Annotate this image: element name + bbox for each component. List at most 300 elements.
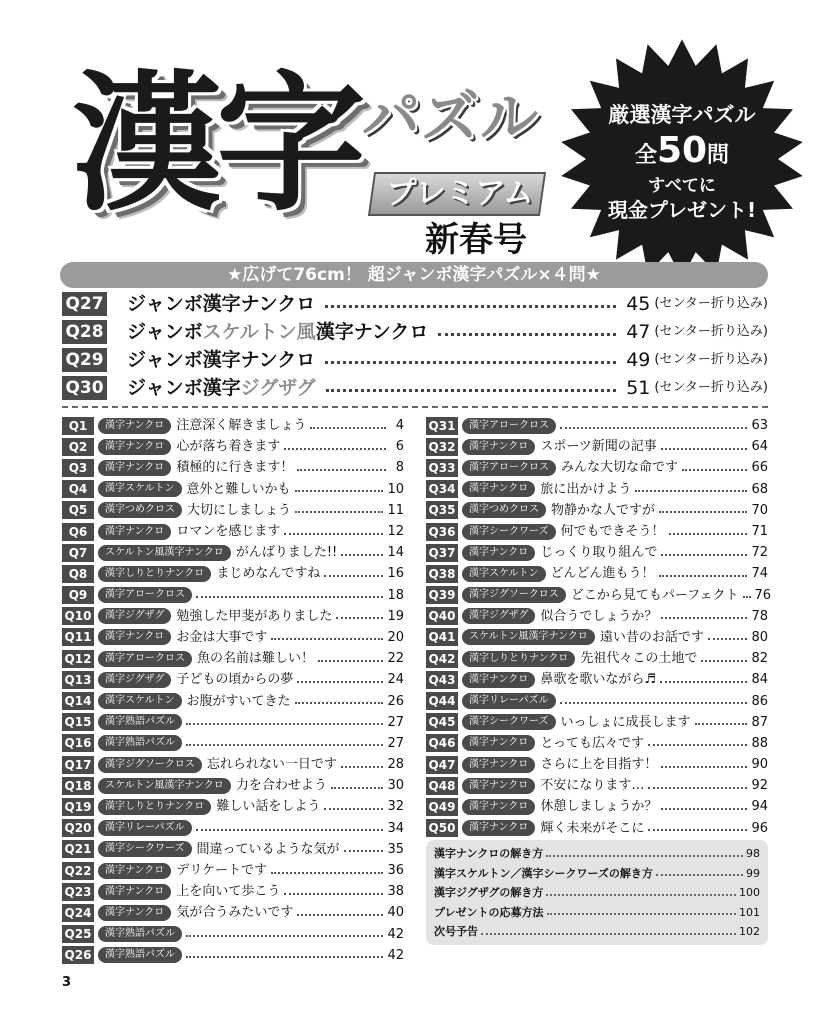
question-number: Q25 [62,925,94,943]
question-number: Q16 [62,734,94,752]
puzzle-type-tag: 漢字熟語パズル [98,947,182,963]
contents-row[interactable] [62,606,404,627]
contents-row[interactable] [62,818,404,839]
page-ref: 66 [751,460,768,476]
question-number: Q21 [62,840,94,858]
dot-leader [701,660,747,662]
puzzle-title: どこから見てもパーフェクト [570,587,739,603]
puzzle-title: 大切にしましょう [187,502,292,518]
puzzle-title: いっしょに成長します [560,714,691,730]
page-ref: 35 [387,841,404,857]
question-number: Q38 [426,565,458,583]
contents-row[interactable] [62,521,404,542]
dot-leader [186,935,383,937]
page-ref: 38 [387,884,404,900]
puzzle-type-tag: 漢字リレーパズル [462,693,556,709]
question-number: Q26 [62,946,94,964]
contents-row[interactable] [62,733,404,754]
page-ref: 76 [754,587,772,603]
puzzle-title: 似合うでしょうか？ [540,608,658,624]
contents-left [62,415,404,966]
puzzle-type-tag: 漢字ナンクロ [98,418,171,434]
contents-row[interactable] [62,415,404,436]
puzzle-type-tag: 漢字ナンクロ [98,439,171,455]
puzzle-type-tag: 漢字しりとりナンクロ [462,651,575,667]
dot-leader [186,723,383,725]
dot-leader [325,305,616,308]
question-number: Q45 [426,713,458,731]
contents-row[interactable] [62,945,404,966]
puzzle-title: まじめなんですね [216,566,321,582]
page-ref: 94 [751,799,768,815]
dot-leader [661,554,747,556]
puzzle-title: 気が合うみたいです [176,905,294,921]
contents-row[interactable] [62,775,404,796]
page-ref: 49 [626,349,651,371]
dot-leader [326,389,617,392]
question-number: Q23 [62,883,94,901]
puzzle-title: どんどん進もう！ [550,566,655,582]
puzzle-type-tag: 漢字ジグザグ [98,672,171,688]
contents-row[interactable] [62,479,404,500]
puzzle-title: 物静かな人ですが [551,502,656,518]
burst-line-4: 現金プレゼント! [607,198,757,222]
puzzle-type-tag: 漢字ナンクロ [462,820,535,836]
page-ref: 27 [387,735,404,751]
dot-leader [324,808,383,810]
feature-title-accent: ジグザグ [240,377,316,399]
puzzle-title: お金は大事です [176,629,268,645]
dot-leader [324,575,383,577]
page-ref: 27 [387,714,404,730]
contents-row[interactable] [426,436,768,457]
feature-title-accent: スケルトン風 [202,321,316,343]
dot-leader [295,490,384,492]
feature-list [62,290,768,402]
page-note: (センター折り込み) [654,296,768,311]
dot-leader [547,913,736,915]
howto-row[interactable] [434,864,760,884]
contents-row[interactable] [426,648,768,669]
puzzle-title: ロマンを感じます [176,524,281,540]
question-number: Q6 [62,523,94,541]
page-ref: 98 [746,847,760,861]
dot-leader [310,427,386,429]
dot-leader [438,333,616,336]
puzzle-type-tag: 漢字ナンクロ [98,524,171,540]
dot-leader [295,511,383,513]
contents-row[interactable] [426,669,768,690]
contents-row[interactable] [62,542,404,563]
puzzle-type-tag: 漢字ナンクロ [462,672,535,688]
contents-row[interactable] [62,754,404,775]
question-number: Q10 [62,607,94,625]
contents-row[interactable] [426,627,768,648]
dot-leader [682,469,747,471]
page-ref: 36 [387,863,404,879]
contents-row[interactable] [62,881,404,902]
page-ref: 16 [387,566,404,582]
page-ref: 24 [387,672,404,688]
howto-title: 次号予告 [434,925,478,939]
page-ref: 4 [395,418,404,434]
question-number: Q13 [62,671,94,689]
page-ref: 101 [739,905,760,919]
puzzle-title: とっても広々です [540,735,645,751]
dot-leader [669,533,748,535]
question-number: Q4 [62,480,94,498]
puzzle-type-tag: 漢字ナンクロ [462,439,535,455]
puzzle-title: 魚の名前は難しい！ [197,651,315,667]
puzzle-type-tag: 漢字ジグソークロス [98,757,202,773]
feature-row[interactable] [62,290,768,318]
puzzle-type-tag: 漢字ナンクロ [462,481,535,497]
dot-leader [695,723,748,725]
dot-leader [659,575,748,577]
feature-title-main: ジャンボ漢字 [127,377,241,399]
issue-label: 新春号 [425,220,527,260]
contents-row[interactable] [426,712,768,733]
feature-title-main: ジャンボ漢字ナンクロ [127,293,316,315]
logo-kanji: 漢字 [72,58,361,232]
contents-row[interactable] [426,563,768,584]
feature-title-main: ジャンボ [127,321,203,343]
puzzle-title: 輝く未来がそこに [540,820,645,836]
dot-leader [659,511,747,513]
dot-leader [743,596,751,598]
question-number: Q39 [426,586,458,604]
question-number: Q28 [62,320,107,344]
page-ref: 51 [626,377,651,399]
dot-leader [297,914,383,916]
question-number: Q3 [62,459,94,477]
dot-leader [708,638,748,640]
page-ref: 19 [387,608,404,624]
contents-row[interactable] [62,500,404,521]
puzzle-type-tag: 漢字つめクロス [98,502,182,518]
page-ref: 84 [751,672,768,688]
puzzle-type-tag: 漢字アロークロス [462,460,556,476]
feature-row[interactable] [62,374,768,402]
puzzle-type-tag: 漢字シークワーズ [462,524,556,540]
question-number: Q18 [62,777,94,795]
puzzle-type-tag: 漢字ナンクロ [98,905,171,921]
page-ref: 26 [387,693,404,709]
contents-row[interactable] [62,627,404,648]
dot-leader [186,744,383,746]
page-note: (センター折り込み) [654,324,768,339]
puzzle-type-tag: 漢字ナンクロ [98,460,171,476]
puzzle-title: 注意深く解きましょう [176,418,307,434]
howto-row[interactable] [434,883,760,903]
page-ref: 14 [387,545,404,561]
question-number: Q1 [62,417,94,435]
question-number: Q49 [426,798,458,816]
puzzle-type-tag: 漢字シークワーズ [462,714,556,730]
question-number: Q5 [62,501,94,519]
puzzle-title: がんばりました!! [235,545,338,561]
puzzle-type-tag: 漢字ジグザグ [98,608,171,624]
contents-row[interactable] [62,457,404,478]
puzzle-type-tag: 漢字ナンクロ [462,545,535,561]
puzzle-type-tag: 漢字アロークロス [462,418,556,434]
question-number: Q42 [426,650,458,668]
howto-title: 漢字ジグザグの解き方 [434,886,544,900]
question-number: Q29 [62,348,107,372]
dot-leader [344,850,384,852]
page-ref: 47 [626,321,651,343]
dot-leader [341,554,383,556]
contents-row[interactable] [426,754,768,775]
dot-leader [546,894,736,896]
puzzle-title: 勉強した甲斐がありました [176,608,333,624]
question-number: Q9 [62,586,94,604]
puzzle-type-tag: 漢字熟語パズル [98,735,182,751]
puzzle-type-tag: 漢字ナンクロ [462,735,535,751]
puzzle-title: じっくり取り組んで [540,545,658,561]
logo-puzzle: パズル [362,83,540,151]
dot-leader [656,874,743,876]
contents-row[interactable] [62,712,404,733]
jumbo-banner: ★広げて76cm！ 超ジャンボ漢字パズル×４問★ [60,262,768,288]
page-ref: 8 [395,460,404,476]
puzzle-type-tag: 漢字ジグソークロス [462,587,566,603]
question-number: Q46 [426,734,458,752]
dot-leader [196,596,383,598]
dot-leader [284,533,383,535]
dot-leader [546,855,743,857]
dot-leader [341,766,384,768]
puzzle-type-tag: 漢字しりとりナンクロ [98,799,211,815]
puzzle-type-tag: 漢字ナンクロ [98,629,171,645]
puzzle-type-tag: 漢字スケルトン [98,481,182,497]
feature-title [127,318,428,346]
page-ref: 11 [387,502,404,518]
puzzle-title: 子どもの頃からの夢 [176,672,294,688]
page-ref: 86 [751,693,768,709]
page-ref: 78 [751,608,768,624]
page-ref: 68 [751,481,768,497]
page-ref: 100 [739,886,760,900]
question-number: Q12 [62,650,94,668]
dot-leader [560,702,748,704]
puzzle-title: 何でもできそう！ [560,524,665,540]
page-ref: 70 [751,502,768,518]
contents-row[interactable] [62,860,404,881]
puzzle-type-tag: 漢字熟語パズル [98,926,182,942]
dot-leader [661,808,747,810]
dot-leader [186,956,383,958]
question-number: Q24 [62,904,94,922]
dot-leader [560,427,747,429]
dot-leader [284,893,383,895]
page-ref: 82 [751,651,768,667]
dot-leader [481,933,736,935]
dot-leader [297,681,383,683]
puzzle-type-tag: 漢字スケルトン [462,566,546,582]
question-number: Q40 [426,607,458,625]
feature-title-main: ジャンボ漢字ナンクロ [127,349,316,371]
puzzle-type-tag: 漢字アロークロス [98,587,192,603]
question-number: Q43 [426,671,458,689]
contents-row[interactable] [426,521,768,542]
contents-row[interactable] [426,479,768,500]
puzzle-type-tag: 漢字ナンクロ [98,863,171,879]
page-ref: 99 [746,866,760,880]
contents-row[interactable] [62,902,404,923]
contents-row[interactable] [62,796,404,817]
contents-row[interactable] [426,585,772,606]
burst-line-1: 厳選漢字パズル [608,103,756,127]
puzzle-title: 旅に出かけよう [540,481,632,497]
question-number: Q31 [426,417,458,435]
puzzle-title: 難しい話をしよう [216,799,321,815]
puzzle-title: 遠い昔のお話です [599,629,704,645]
puzzle-type-tag: 漢字しりとりナンクロ [98,566,211,582]
contents-row[interactable] [426,690,768,711]
dot-leader [660,681,747,683]
question-number: Q17 [62,756,94,774]
question-number: Q7 [62,544,94,562]
page-ref: 22 [387,651,404,667]
page-ref: 71 [751,524,768,540]
dot-leader [648,744,747,746]
contents-row[interactable] [62,436,404,457]
page-ref: 6 [395,439,404,455]
page-ref: 20 [387,629,404,645]
page-ref: 28 [387,757,404,773]
howto-row[interactable] [434,903,760,923]
page-ref: 12 [387,524,404,540]
contents-row[interactable] [426,457,768,478]
feature-row[interactable] [62,318,768,346]
feature-title [127,346,315,374]
dot-leader [284,448,386,450]
contents-right [426,415,772,839]
question-number: Q33 [426,459,458,477]
contents-row[interactable] [426,818,768,839]
page-ref: 42 [387,947,404,963]
page-ref: 96 [751,820,768,836]
dot-leader [196,829,384,831]
dot-leader [271,872,383,874]
question-number: Q34 [426,480,458,498]
contents-row[interactable] [426,733,768,754]
question-number: Q22 [62,862,94,880]
puzzle-title: 間違っているような気が [196,841,340,857]
puzzle-type-tag: 漢字アロークロス [98,651,192,667]
page-ref: 72 [751,545,768,561]
question-number: Q2 [62,438,94,456]
puzzle-type-tag: 漢字ナンクロ [462,757,535,773]
contents-row[interactable] [62,924,404,945]
dot-leader [648,787,747,789]
dot-leader [271,638,383,640]
puzzle-title: スポーツ新聞の記事 [540,439,657,455]
contents-row[interactable] [426,775,768,796]
contents-row[interactable] [62,669,404,690]
page-ref: 34 [387,820,404,836]
puzzle-title: 忘れられない一日です [206,757,337,773]
burst-line-2: 全50問 [634,130,730,171]
puzzle-title: 心が落ち着きます [176,439,281,455]
dot-leader [297,469,386,471]
puzzle-title: 意外と難しいかも [186,481,291,497]
section-divider [62,406,768,408]
page-ref: 102 [739,925,760,939]
page-ref: 64 [751,439,768,455]
contents-row[interactable] [62,585,404,606]
question-number: Q32 [426,438,458,456]
dot-leader [648,829,747,831]
contents-row[interactable] [426,796,768,817]
question-number: Q30 [62,376,107,400]
puzzle-title: さらに上を目指す！ [540,757,658,773]
burst-text [560,98,804,223]
feature-row[interactable] [62,346,768,374]
puzzle-title: 力を合わせよう [235,778,327,794]
howto-box [426,840,768,945]
contents-row[interactable] [62,690,404,711]
burst-line-3: すべてに [648,176,716,196]
howto-row[interactable] [434,844,760,864]
puzzle-type-tag: スケルトン風漢字ナンクロ [98,545,231,561]
puzzle-title: みんな大切な命です [561,460,679,476]
dot-leader [661,617,747,619]
page-ref: 32 [387,799,404,815]
dot-leader [661,448,748,450]
page-ref: 45 [626,293,651,315]
page-number: 3 [62,975,72,990]
puzzle-type-tag: 漢字ジグザグ [462,608,535,624]
contents-row[interactable] [426,415,768,436]
page-ref: 74 [751,566,768,582]
howto-row[interactable] [434,922,760,942]
page-ref: 40 [387,905,404,921]
question-number: Q44 [426,692,458,710]
contents-row[interactable] [426,542,768,563]
logo-premium: プレミアム [386,176,534,211]
dot-leader [635,490,747,492]
dot-leader [661,766,747,768]
puzzle-title: 不安になります… [540,778,645,794]
dot-leader [325,361,616,364]
question-number: Q15 [62,713,94,731]
question-number: Q27 [62,292,107,316]
question-number: Q36 [426,523,458,541]
puzzle-type-tag: 漢字リレーパズル [98,820,192,836]
question-number: Q48 [426,777,458,795]
contents-row[interactable] [426,606,768,627]
puzzle-title: 先祖代々この土地で [580,651,698,667]
question-number: Q35 [426,501,458,519]
contents-row[interactable] [62,563,404,584]
page-ref: 63 [751,418,768,434]
howto-title: 漢字スケルトン／漢字シークワーズの解き方 [434,866,653,880]
burst-count: 50 [656,130,708,171]
page-ref: 90 [751,757,768,773]
puzzle-type-tag: 漢字ナンクロ [98,884,171,900]
question-number: Q41 [426,628,458,646]
contents-row[interactable] [426,500,768,521]
puzzle-type-tag: 漢字ナンクロ [462,778,535,794]
question-number: Q8 [62,565,94,583]
contents-row[interactable] [62,839,404,860]
contents-row[interactable] [62,648,404,669]
question-number: Q37 [426,544,458,562]
dot-leader [336,617,383,619]
puzzle-type-tag: 漢字スケルトン [98,693,182,709]
